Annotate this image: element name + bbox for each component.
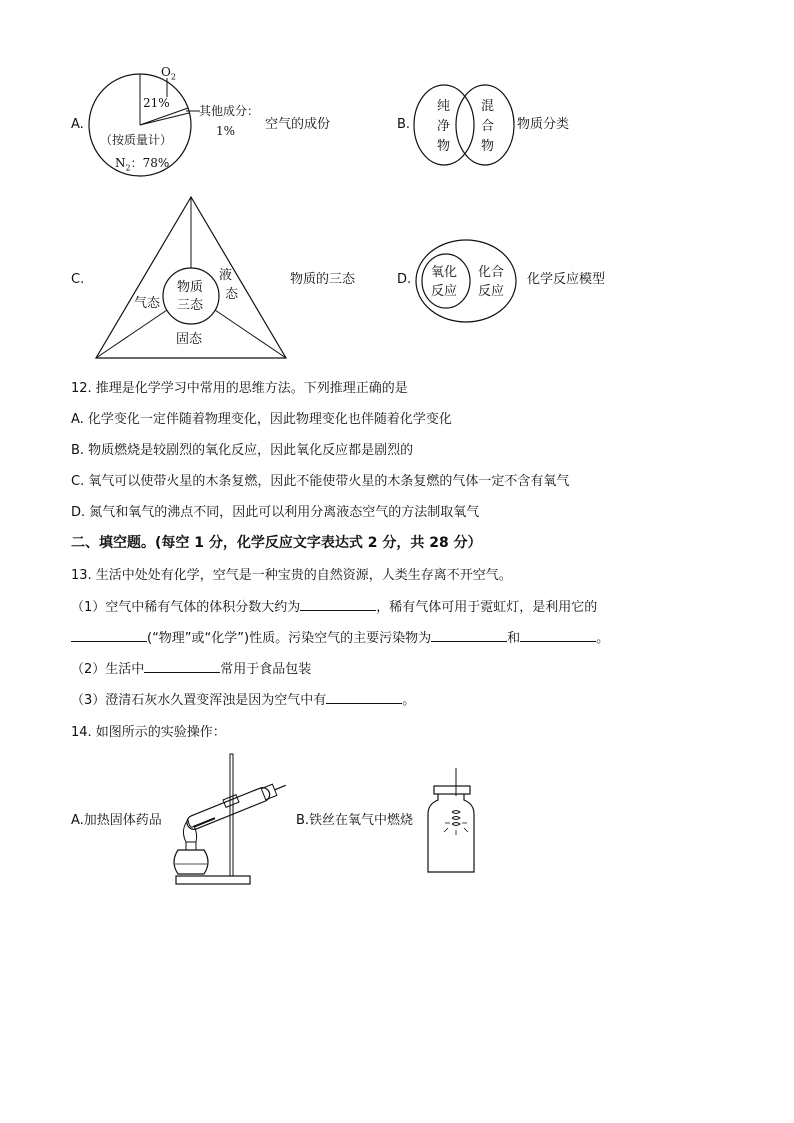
q13-part2-text-b: 常用于食品包装 [220, 662, 312, 677]
q12-option-b[interactable]: B. 物质燃烧是较剧烈的氧化反应，因此氧化反应都是剧烈的 [71, 443, 414, 458]
states-center-line2: 三态 [177, 298, 204, 313]
q12-stem: 12. 推理是化学学习中常用的思维方法。下列推理正确的是 [71, 381, 408, 396]
o2-percent: 21% [143, 96, 170, 110]
q12-option-a[interactable]: A. 化学变化一定伴随着物理变化，因此物理变化也伴随着化学变化 [71, 412, 452, 427]
liquid-state-label-2: 态 [225, 287, 239, 302]
option-a-caption: 空气的成份 [265, 117, 331, 132]
q12-option-d[interactable]: D. 氮气和氧气的沸点不同，因此可以利用分离液态空气的方法制取氧气 [71, 505, 480, 520]
q13-part3-text-b: 。 [402, 693, 416, 708]
mixture-char-1: 混 [481, 99, 495, 114]
mixture-char-3: 物 [481, 139, 495, 154]
states-center-line1: 物质 [177, 280, 204, 295]
section-2-heading: 二、填空题。(每空 1 分，化学反应文字表达式 2 分，共 28 分） [71, 535, 482, 551]
liquid-state-label-1: 液 [219, 268, 233, 283]
mixture-char-2: 合 [481, 119, 495, 134]
q13-part1-text-c: (“物理”或“化学”)性质。污染空气的主要污染物为 [147, 631, 432, 646]
q12-option-c[interactable]: C. 氧气可以使带火星的木条复燃，因此不能使带火星的木条复燃的气体一定不含有氧气 [71, 474, 570, 489]
q13-part1-text-e: 。 [596, 631, 610, 646]
q13-part1-text-a: （1）空气中稀有气体的体积分数大约为 [71, 600, 301, 615]
combination-line2: 反应 [478, 284, 505, 299]
q14-b-label: B.铁丝在氧气中燃烧 [296, 813, 414, 828]
q13-part2-text-a: （2）生活中 [71, 662, 145, 677]
q14-stem: 14. 如图所示的实验操作： [71, 725, 226, 740]
iron-wire-coil [452, 811, 460, 826]
q13-stem: 13. 生活中处处有化学，空气是一种宝贵的自然资源，人类生存离不开空气。 [71, 568, 512, 583]
solid-state-label: 固态 [176, 332, 203, 347]
option-d-caption: 化学反应模型 [527, 272, 606, 287]
others-percent: 1% [216, 124, 236, 138]
option-b-caption: 物质分类 [517, 117, 570, 132]
gas-state-label: 气态 [134, 296, 161, 311]
o2-label: $O_2$ [161, 65, 176, 82]
q13-part1-text-b: ，稀有气体可用于霓虹灯，是利用它的 [376, 600, 598, 615]
option-letter-d: D. [397, 272, 412, 287]
q14-a-label: A.加热固体药品 [71, 813, 162, 828]
sparks [444, 823, 468, 835]
gas-jar [428, 794, 474, 872]
option-c-caption: 物质的三态 [290, 272, 356, 287]
option-letter-b: B. [397, 117, 411, 132]
combination-line1: 化合 [478, 265, 505, 280]
pure-char-2: 净 [437, 119, 451, 134]
pie-basis-note: （按质量计） [100, 133, 173, 147]
oxidation-line1: 氧化 [431, 265, 458, 280]
oxidation-line2: 反应 [431, 284, 458, 299]
others-label: 其他成分： [199, 104, 260, 118]
n2-label: $N_2$：78% [115, 156, 170, 173]
q13-part1-text-d: 和 [507, 631, 521, 646]
q13-part3-text-a: （3）澄清石灰水久置变浑浊是因为空气中有 [71, 693, 327, 708]
option-letter-a: A. [71, 117, 84, 132]
jar-lid [434, 786, 470, 794]
option-letter-c: C. [71, 272, 85, 287]
pure-char-3: 物 [437, 139, 451, 154]
pure-char-1: 纯 [437, 99, 451, 114]
